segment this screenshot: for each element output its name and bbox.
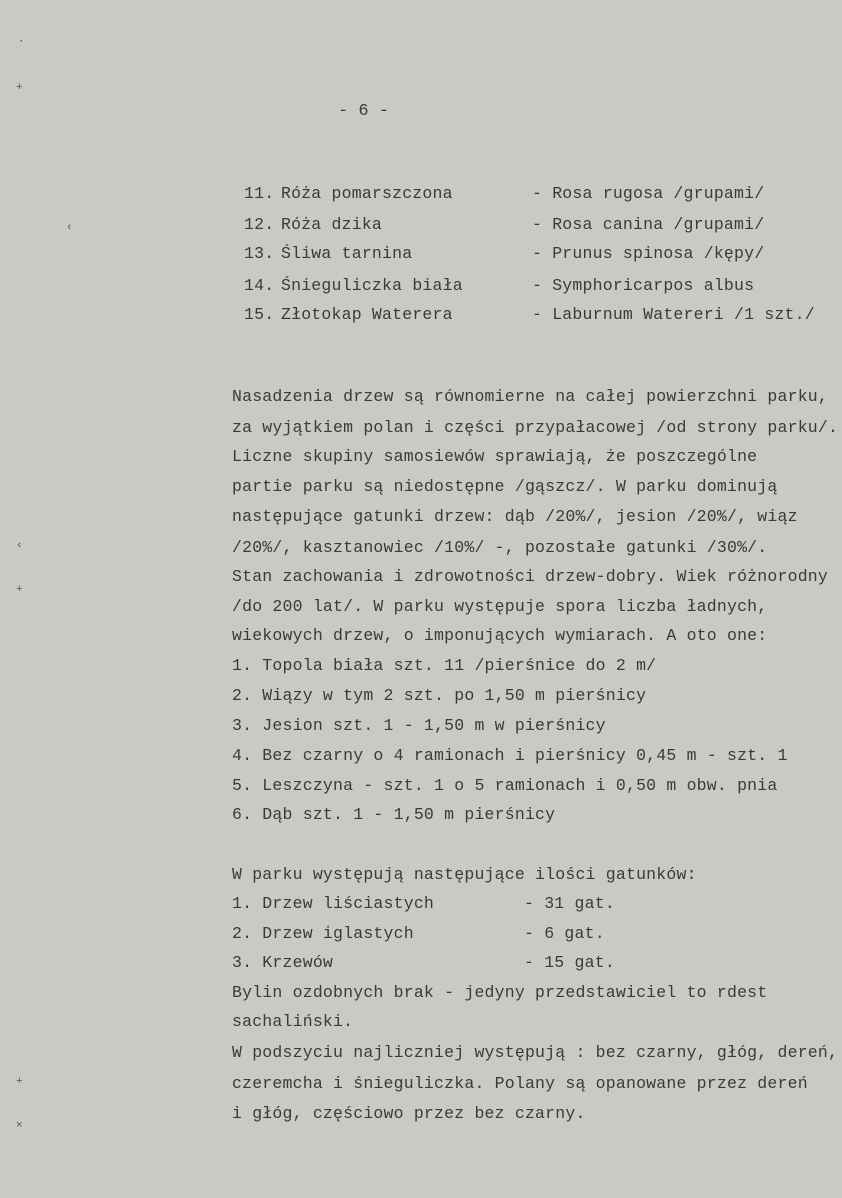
paragraph-line: następujące gatunki drzew: dąb /20%/, jesion /20%/, wiąz: [232, 507, 798, 526]
count-value: - 31 gat.: [524, 894, 615, 913]
species-item-13-latin: - Prunus spinosa /kępy/: [532, 244, 765, 263]
paragraph-line: wiekowych drzew, o imponujących wymiarach. A oto one:: [232, 626, 768, 645]
tree-item: 6. Dąb szt. 1 - 1,50 m pierśnicy: [232, 805, 556, 824]
count-value: - 6 gat.: [524, 924, 605, 943]
paragraph-line: W podszyciu najliczniej występują : bez czarny, głóg, dereń,: [232, 1043, 839, 1062]
paragraph-line: /do 200 lat/. W parku występuje spora liczba ładnych,: [232, 597, 768, 616]
count-value: - 15 gat.: [524, 953, 615, 972]
paragraph-line: /20%/, kasztanowiec /10%/ -, pozostałe gatunki /30%/.: [232, 538, 768, 557]
count-label: 2. Drzew iglastych: [232, 924, 414, 943]
tree-item: 4. Bez czarny o 4 ramionach i pierśnicy 0,45 m - szt. 1: [232, 746, 788, 765]
species-item-15-number: 15.: [244, 305, 275, 324]
species-item-13-number: 13.: [244, 244, 275, 263]
paragraph-line: czeremcha i śnieguliczka. Polany są opanowane przez dereń: [232, 1074, 808, 1093]
paragraph-line: Stan zachowania i zdrowotności drzew-dobry. Wiek różnorodny: [232, 567, 828, 586]
tree-item: 2. Wiązy w tym 2 szt. po 1,50 m pierśnicy: [232, 686, 647, 705]
margin-mark: ‹: [16, 540, 23, 552]
paragraph-line: Nasadzenia drzew są równomierne na całej powierzchni parku,: [232, 387, 828, 406]
tree-item: 3. Jesion szt. 1 - 1,50 m w pierśnicy: [232, 716, 606, 735]
species-item-15-latin: - Laburnum Watereri /1 szt./: [532, 305, 815, 324]
counts-intro: W parku występują następujące ilości gatunków:: [232, 865, 697, 884]
paragraph-line: sachaliński.: [232, 1012, 354, 1031]
margin-mark: ·: [18, 36, 25, 48]
paragraph-line: i głóg, częściowo przez bez czarny.: [232, 1104, 586, 1123]
paragraph-line: za wyjątkiem polan i części przypałacowej /od strony parku/.: [232, 418, 839, 437]
margin-mark: +: [16, 584, 23, 596]
species-item-14-polish: Śnieguliczka biała: [281, 276, 463, 295]
species-item-12-polish: Róża dzika: [281, 215, 383, 234]
count-label: 3. Krzewów: [232, 953, 334, 972]
paragraph-line: Liczne skupiny samosiewów sprawiają, że poszczególne: [232, 447, 758, 466]
paragraph-line: partie parku są niedostępne /gąszcz/. W parku dominują: [232, 477, 778, 496]
margin-mark: ‹: [66, 222, 73, 234]
species-item-13-polish: Śliwa tarnina: [281, 244, 413, 263]
species-item-14-number: 14.: [244, 276, 275, 295]
margin-mark: +: [16, 1076, 23, 1088]
species-item-15-polish: Złotokap Waterera: [281, 305, 453, 324]
species-item-11-polish: Róża pomarszczona: [281, 184, 453, 203]
margin-mark: +: [16, 82, 23, 94]
species-item-14-latin: - Symphoricarpos albus: [532, 276, 755, 295]
species-item-11-number: 11.: [244, 184, 275, 203]
species-item-12-number: 12.: [244, 215, 275, 234]
paragraph-line: Bylin ozdobnych brak - jedyny przedstawiciel to rdest: [232, 983, 768, 1002]
tree-item: 1. Topola biała szt. 11 /pierśnice do 2 m/: [232, 656, 657, 675]
page-number: - 6 -: [338, 102, 390, 121]
species-item-11-latin: - Rosa rugosa /grupami/: [532, 184, 765, 203]
count-label: 1. Drzew liściastych: [232, 894, 435, 913]
tree-item: 5. Leszczyna - szt. 1 o 5 ramionach i 0,50 m obw. pnia: [232, 776, 778, 795]
margin-mark: ×: [16, 1120, 23, 1132]
species-item-12-latin: - Rosa canina /grupami/: [532, 215, 765, 234]
